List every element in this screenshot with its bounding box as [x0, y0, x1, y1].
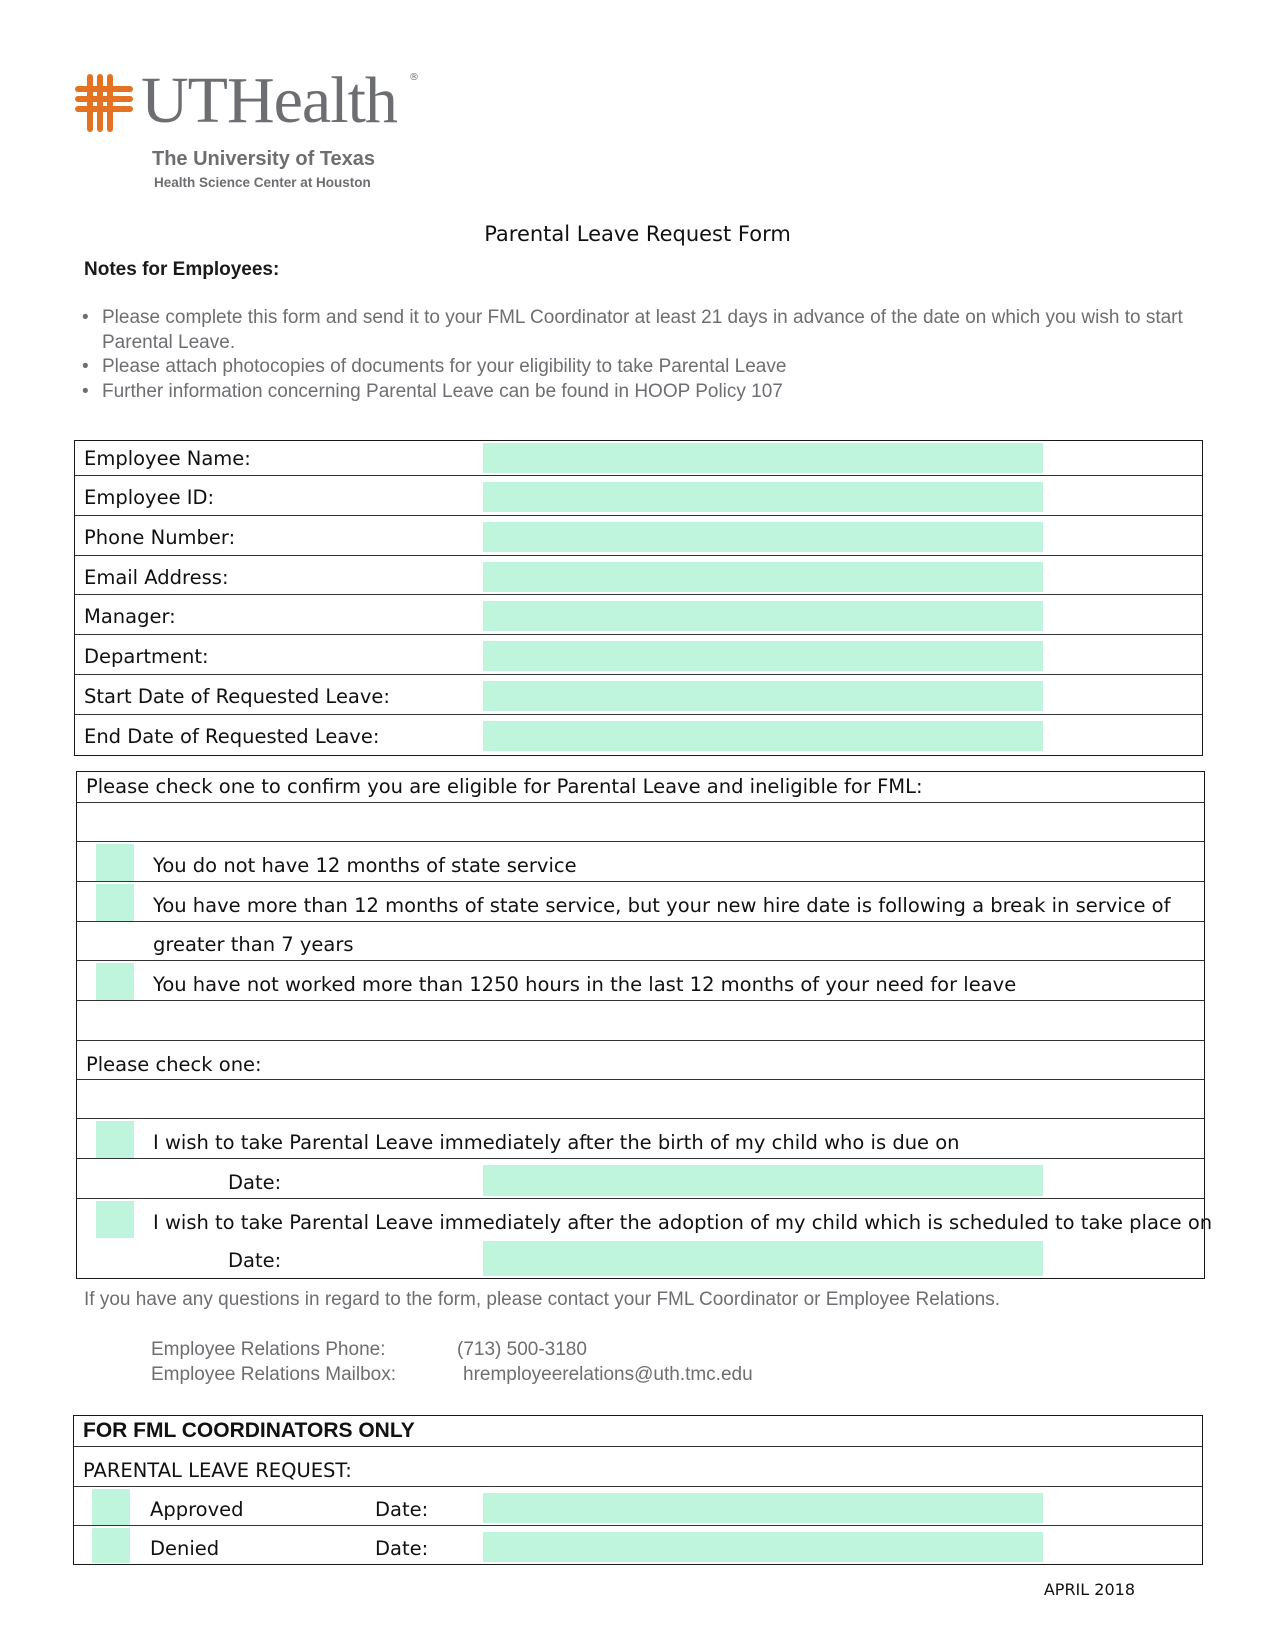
start-date-row — [75, 675, 1202, 715]
phone-number-input[interactable] — [483, 522, 1043, 552]
spacer-row — [77, 1001, 1204, 1041]
logo-university-name: The University of Texas — [152, 148, 376, 170]
uthealth-logo-icon — [73, 72, 135, 134]
employee-name-input[interactable] — [483, 443, 1043, 473]
eligibility-option-label: You have not worked more than 1250 hours in the last 12 months of your need for leave — [153, 973, 1017, 996]
coordinator-table — [73, 1415, 1203, 1565]
spacer-row — [77, 1080, 1204, 1119]
employee-id-input[interactable] — [483, 482, 1043, 512]
employee-relations-phone: (713) 500-3180 — [457, 1339, 587, 1360]
phone-number-label: Phone Number: — [84, 526, 236, 549]
coordinator-subheading-row — [74, 1447, 1202, 1487]
eligibility-heading-row — [77, 772, 1204, 803]
leave-type-heading-row — [77, 1041, 1204, 1080]
manager-row — [75, 595, 1202, 635]
denied-date-label: Date: — [375, 1537, 429, 1560]
department-row — [75, 635, 1202, 675]
adoption-date-input[interactable] — [483, 1241, 1043, 1276]
logo-wordmark: UTHealth — [141, 64, 397, 137]
department-input[interactable] — [483, 641, 1043, 671]
no-state-service-checkbox[interactable] — [96, 844, 134, 881]
approved-date-label: Date: — [375, 1498, 429, 1521]
eligibility-option-row — [77, 961, 1204, 1001]
email-address-input[interactable] — [483, 562, 1043, 592]
spacer-row — [77, 803, 1204, 842]
eligibility-option-row — [77, 882, 1204, 922]
coordinator-heading: FOR FML COORDINATORS ONLY — [83, 1419, 415, 1442]
logo-center-name: Health Science Center at Houston — [154, 175, 371, 190]
end-date-label: End Date of Requested Leave: — [84, 725, 380, 748]
eligibility-option-label: You have more than 12 months of state service, but your new hire date is following a break in service of — [153, 894, 1171, 917]
department-label: Department: — [84, 645, 209, 668]
notes-item — [80, 380, 1200, 405]
denied-row — [74, 1526, 1202, 1564]
form-title: Parental Leave Request Form — [484, 222, 791, 246]
end-date-row — [75, 715, 1202, 755]
email-address-label: Email Address: — [84, 566, 229, 589]
eligibility-heading: Please check one to confirm you are eligible for Parental Leave and ineligible for FML: — [86, 775, 923, 798]
coordinator-heading-row — [74, 1416, 1202, 1447]
employee-relations-mailbox[interactable]: hremployeerelations@uth.tmc.edu — [463, 1364, 753, 1385]
denied-date-input[interactable] — [483, 1532, 1043, 1562]
eligibility-option-label: You do not have 12 months of state service — [153, 854, 577, 877]
denied-checkbox[interactable] — [92, 1528, 130, 1563]
uthealth-logo — [73, 64, 433, 192]
eligibility-option-row — [77, 842, 1204, 882]
coordinator-subheading: PARENTAL LEAVE REQUEST: — [83, 1459, 352, 1482]
break-in-service-checkbox[interactable] — [96, 884, 134, 921]
employee-info-table — [74, 440, 1203, 756]
employee-id-label: Employee ID: — [84, 486, 215, 509]
hours-worked-checkbox[interactable] — [96, 963, 134, 1000]
notes-item-text: Please complete this form and send it to your FML Coordinator at least 21 days in advance of the date on which you wish to start Parental Leave. — [102, 307, 1183, 353]
form-revision-date: APRIL 2018 — [1043, 1580, 1135, 1599]
adoption-option-label: I wish to take Parental Leave immediately after the adoption of my child which is scheduled to take place on — [153, 1211, 1213, 1234]
employee-relations-mailbox-label: Employee Relations Mailbox: — [151, 1364, 397, 1385]
notes-list — [80, 306, 1200, 404]
approved-date-input[interactable] — [483, 1493, 1043, 1523]
adoption-date-label: Date: — [228, 1249, 282, 1272]
birth-option-row — [77, 1119, 1204, 1159]
contact-intro: If you have any questions in regard to the form, please contact your FML Coordinator or Employee Relations. — [84, 1289, 1000, 1310]
birth-option-checkbox[interactable] — [96, 1121, 134, 1158]
employee-id-row — [75, 476, 1202, 516]
birth-date-row — [77, 1159, 1204, 1199]
notes-heading: Notes for Employees: — [84, 259, 280, 280]
birth-option-label: I wish to take Parental Leave immediately after the birth of my child who is due on — [153, 1131, 960, 1154]
birth-date-label: Date: — [228, 1171, 282, 1194]
start-date-input[interactable] — [483, 681, 1043, 711]
manager-label: Manager: — [84, 605, 176, 628]
employee-relations-phone-label: Employee Relations Phone: — [151, 1339, 386, 1360]
manager-input[interactable] — [483, 601, 1043, 631]
logo-registered-mark: ® — [409, 72, 419, 83]
eligibility-option-label-continued: greater than 7 years — [153, 933, 354, 956]
notes-item-text: Further information concerning Parental Leave can be found in HOOP Policy 107 — [102, 380, 783, 402]
adoption-option-row — [77, 1199, 1213, 1239]
approved-label: Approved — [150, 1498, 244, 1521]
end-date-input[interactable] — [483, 721, 1043, 751]
notes-item — [80, 355, 1200, 380]
approved-row — [74, 1487, 1202, 1526]
phone-number-row — [75, 516, 1202, 556]
notes-item — [80, 306, 1200, 355]
denied-label: Denied — [150, 1537, 220, 1560]
eligibility-table — [76, 771, 1213, 1279]
approved-checkbox[interactable] — [92, 1489, 130, 1525]
notes-item-text: Please attach photocopies of documents for your eligibility to take Parental Leave — [102, 356, 787, 377]
eligibility-option-continuation-row — [77, 922, 1204, 961]
bullet-icon: • — [82, 307, 89, 328]
birth-date-input[interactable] — [483, 1165, 1043, 1196]
email-address-row — [75, 556, 1202, 595]
adoption-date-row — [77, 1239, 1204, 1278]
employee-name-label: Employee Name: — [84, 447, 251, 470]
employee-name-row — [75, 441, 1202, 476]
adoption-option-checkbox[interactable] — [96, 1201, 134, 1238]
leave-type-heading: Please check one: — [86, 1053, 262, 1076]
bullet-icon: • — [82, 356, 89, 377]
start-date-label: Start Date of Requested Leave: — [84, 685, 390, 708]
bullet-icon: • — [82, 380, 89, 402]
